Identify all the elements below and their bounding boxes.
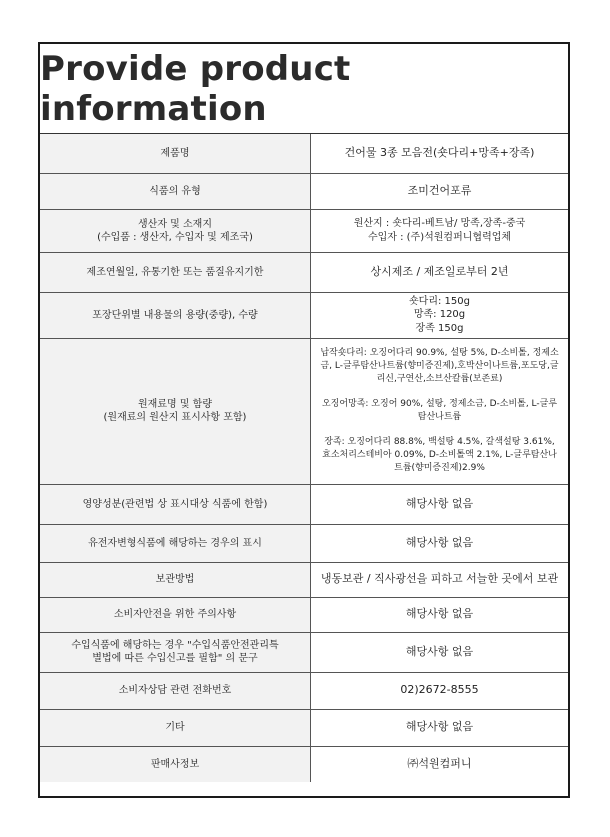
- row-value: 해당사항 없음: [311, 484, 569, 524]
- page-title: Provide product information: [40, 44, 568, 134]
- row-label: 소비자안전을 위한 주의사항: [40, 597, 311, 632]
- product-info-sheet: [38, 42, 570, 798]
- row-label: 식품의 유형: [40, 173, 311, 209]
- row-label-line: 수입식품에 해당하는 경우 "수입식품안전관리특: [71, 640, 279, 651]
- table-row: [40, 709, 568, 746]
- row-label: 제조연월일, 유통기한 또는 품질유지기한: [40, 252, 311, 292]
- table-row: [40, 597, 568, 632]
- row-label: 소비자상담 관련 전화번호: [40, 672, 311, 709]
- table-row: [40, 632, 568, 672]
- row-label-line: (수입품 : 생산자, 수입자 및 제조국): [97, 231, 253, 243]
- row-value: [311, 292, 569, 338]
- table-row: [40, 338, 568, 484]
- row-label: 영양성분(관련법 상 표시대상 식품에 한함): [40, 484, 311, 524]
- row-label: [40, 209, 311, 252]
- table-row: [40, 252, 568, 292]
- row-value: ㈜석원컴퍼니: [407, 757, 472, 771]
- row-value-line: 수입자 : (주)석원컴퍼니협력업체: [367, 231, 512, 243]
- row-value: 해당사항 없음: [311, 632, 569, 672]
- table-row: [40, 209, 568, 252]
- row-value: 조미건어포류: [311, 173, 569, 209]
- table-row: [40, 746, 568, 782]
- row-label: 포장단위별 내용물의 용량(중량), 수량: [40, 292, 311, 338]
- row-value: 상시제조 / 제조일로부터 2년: [311, 252, 569, 292]
- row-label: 유전자변형식품에 해당하는 경우의 표시: [40, 524, 311, 562]
- product-info-table: [40, 134, 568, 782]
- row-value: 냉동보관 / 직사광선을 피하고 서늘한 곳에서 보관: [311, 562, 569, 597]
- row-value-line: 장족 150g: [415, 322, 464, 334]
- row-label: 판매사정보: [40, 746, 311, 782]
- ingredient-entry: 납작숏다리: 오징어다리 90.9%, 설탕 5%, D-소비톨, 정제소금, L-글루탐산나트륨(향미증진제),호박산이나트륨,포도당,글리신,구연산,소브산칼륨(보존료): [320, 347, 559, 384]
- table-row: [40, 173, 568, 209]
- table-row: [40, 562, 568, 597]
- table-row: [40, 134, 568, 173]
- row-value-line: 망족: 120g: [413, 309, 466, 321]
- ingredient-entry: 오징어망족: 오징어 90%, 설탕, 정제소금, D-소비톨, L-글루탐산나트륨: [321, 398, 558, 422]
- ingredients-cell: [311, 338, 569, 484]
- row-value: 해당사항 없음: [311, 709, 569, 746]
- row-value: [311, 209, 569, 252]
- row-label-line: 생산자 및 소재지: [138, 218, 212, 230]
- table-row: [40, 672, 568, 709]
- row-value: 해당사항 없음: [311, 524, 569, 562]
- row-value-line: 원산지 : 숏다리-베트남/ 망족,장족-중국: [353, 218, 526, 229]
- row-label: 제품명: [40, 134, 311, 173]
- row-value: 건어물 3종 모음전(숏다리+망족+장족): [311, 134, 569, 173]
- table-row: [40, 524, 568, 562]
- table-row: [40, 484, 568, 524]
- table-row: [40, 292, 568, 338]
- row-label: [40, 338, 311, 484]
- row-value: 02)2672-8555: [311, 672, 569, 709]
- row-label-line: 원재료명 및 함량: [138, 399, 212, 410]
- row-label: 기타: [40, 709, 311, 746]
- row-label: 보관방법: [40, 562, 311, 597]
- row-label: [40, 632, 311, 672]
- row-value: 해당사항 없음: [311, 597, 569, 632]
- row-label-line: 별법에 따른 수입신고를 필함" 의 문구: [92, 653, 258, 664]
- ingredient-entry: 장족: 오징어다리 88.8%, 백설탕 4.5%, 갈색설탕 3.61%, 효소처리스테비아 0.09%, D-소비톨액 2.1%, L-글루탐산나트륨(향미증진제)2.9%: [322, 437, 557, 474]
- row-label-line: (원재료의 원산지 표시사항 포함): [103, 412, 247, 423]
- row-value-line: 숏다리: 150g: [409, 295, 470, 307]
